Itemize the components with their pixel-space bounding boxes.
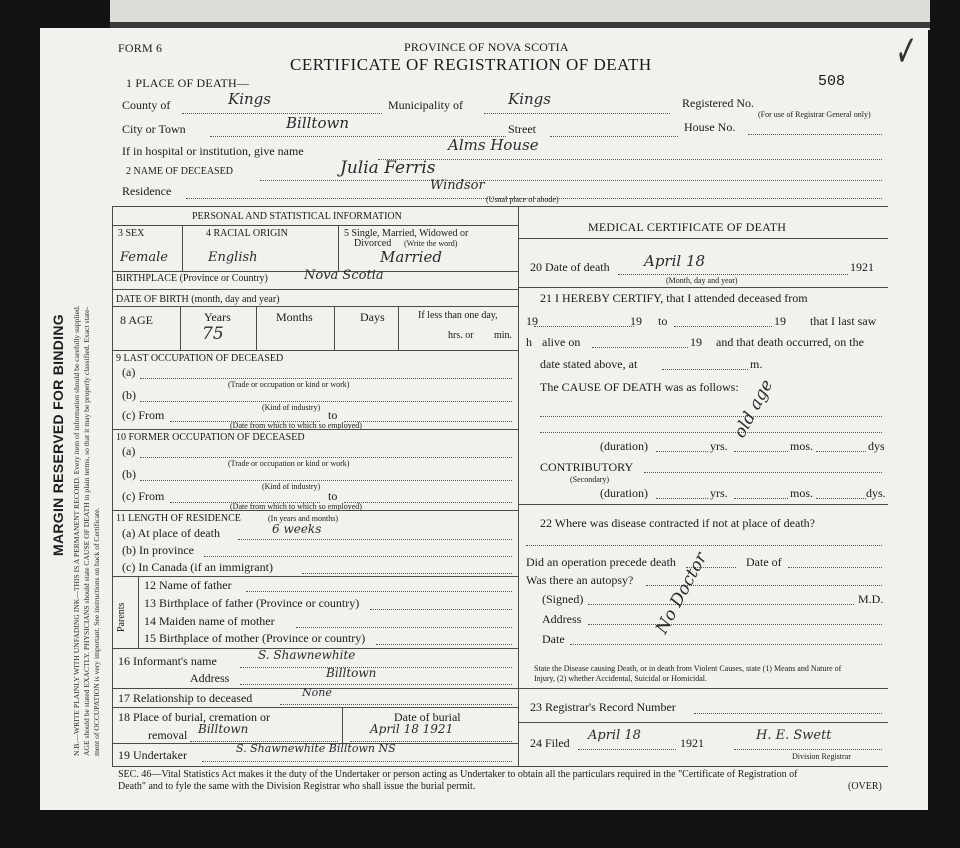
former-occ-from: (c) From (122, 489, 165, 503)
grid-line (112, 510, 518, 511)
house-line (748, 134, 882, 135)
former-occ-a: (a) (122, 444, 136, 458)
certificate-paper (40, 28, 928, 810)
residence-length-heading: 11 LENGTH OF RESIDENCE (116, 513, 241, 524)
years-label: Years (204, 310, 231, 324)
dotted-line (734, 749, 882, 750)
grid-line (518, 504, 888, 505)
dotted-line (534, 326, 634, 327)
date-death-value: April 18 (644, 252, 706, 270)
hospital-line (378, 159, 882, 160)
residence-a-value: 6 weeks (272, 522, 322, 536)
last-occ-to: to (328, 408, 338, 422)
dotted-line (592, 347, 688, 348)
grid-line (518, 722, 888, 723)
footer-over: (OVER) (848, 781, 882, 792)
dotted-line (588, 604, 854, 605)
last-occ-trade-note: (Trade or occupation or kind or work) (228, 380, 350, 389)
sex-value: Female (120, 250, 168, 265)
margin-binding-label: MARGIN RESERVED FOR BINDING (50, 314, 66, 556)
province-title: PROVINCE OF NOVA SCOTIA (404, 40, 569, 54)
days-label: Days (360, 310, 385, 324)
registrar-note: (For use of Registrar General only) (758, 110, 871, 119)
doctor-overwrite: No Doctor (652, 549, 712, 638)
medical-heading: MEDICAL CERTIFICATE OF DEATH (588, 220, 787, 234)
autopsy-label: Was there an autopsy? (526, 573, 634, 587)
filed-value: April 18 (588, 728, 641, 743)
contrib-dys: dys. (866, 486, 886, 500)
cert-to: to (658, 314, 668, 328)
residence-b-label: (b) In province (122, 543, 194, 557)
registered-label: Registered No. (682, 96, 754, 110)
parents-label: Parents (116, 602, 127, 632)
grid-top-line (112, 206, 888, 207)
father-name-label: 12 Name of father (144, 578, 232, 592)
deceased-name: Julia Ferris (340, 158, 436, 178)
dotted-line (656, 451, 708, 452)
hospital-label: If in hospital or institution, give name (122, 144, 304, 158)
racial-label: 4 RACIAL ORIGIN (206, 228, 288, 239)
dotted-line (656, 498, 708, 499)
dotted-line (526, 545, 882, 546)
dob-label: DATE OF BIRTH (month, day and year) (116, 294, 280, 305)
grid-line (338, 225, 339, 271)
grid-line (138, 576, 139, 648)
dotted-line (578, 749, 676, 750)
dotted-line (238, 539, 512, 540)
dotted-line (202, 761, 512, 762)
dotted-line (644, 472, 882, 473)
grid-line (342, 707, 343, 743)
dotted-line (204, 556, 512, 557)
dotted-line (540, 416, 882, 417)
city-label: City or Town (122, 122, 186, 136)
cert-19a: 19 (526, 314, 538, 328)
dotted-line (618, 274, 848, 275)
dotted-line (140, 378, 512, 379)
grid-line (112, 289, 518, 290)
marital-label: 5 Single, Married, Widowed or (344, 228, 469, 239)
last-occ-date-note: (Date from which to which so employed) (230, 421, 362, 430)
grid-line (256, 306, 257, 350)
cert-h: h (526, 335, 532, 349)
dotted-line (344, 502, 512, 503)
signed-label: (Signed) (542, 592, 584, 606)
margin-note-3: ment of OCCUPATION is very important. See instructions on back of Certificate. (92, 507, 101, 756)
place-heading: 1 PLACE OF DEATH— (126, 76, 250, 90)
margin-note-1: N.B.—WRITE PLAINLY WITH UNFADING INK—THIS IS A PERMANENT RECORD. Every item of information should be carefully supplied. (72, 305, 81, 756)
county-value: Kings (228, 90, 271, 108)
house-label: House No. (684, 120, 736, 134)
cause-mos: mos. (790, 439, 814, 453)
municipality-line (484, 113, 670, 114)
lessday-label: If less than one day, (418, 310, 498, 321)
md-label: M.D. (858, 592, 884, 606)
former-occ-trade-note: (Trade or occupation or kind or work) (228, 459, 350, 468)
filed-year: 1921 (680, 736, 704, 750)
street-label: Street (508, 122, 536, 136)
dotted-line (662, 369, 748, 370)
certificate-number: 508 (818, 73, 846, 90)
former-occ-b: (b) (122, 467, 136, 481)
dotted-line (734, 498, 788, 499)
date-death-label: 20 Date of death (530, 260, 610, 274)
residence-label: Residence (122, 184, 172, 198)
dotted-line (344, 421, 512, 422)
former-occ-to: to (328, 489, 338, 503)
former-occ-industry-note: (Kind of industry) (262, 482, 321, 491)
removal-label: removal (148, 728, 188, 742)
father-birthplace-label: 13 Birthplace of father (Province or country) (144, 596, 360, 610)
dotted-line (370, 609, 512, 610)
last-occupation-heading: 9 LAST OCCUPATION OF DECEASED (116, 353, 284, 364)
dotted-line (694, 713, 882, 714)
residence-a-label: (a) At place of death (122, 526, 220, 540)
undertaker-label: 19 Undertaker (118, 748, 187, 762)
contrib-yrs: yrs. (710, 486, 728, 500)
mother-birthplace-label: 15 Birthplace of mother (Province or country) (144, 631, 366, 645)
q22-label: 22 Where was disease contracted if not at place of death? (540, 516, 815, 530)
undertaker-value: S. Shawnewhite Billtown NS (236, 742, 396, 755)
footer-line-2: Death" and to fyle the same with the Division Registrar who shall issue the burial permit. (118, 781, 476, 792)
dotted-line (246, 591, 512, 592)
hrs-label: hrs. or (448, 330, 474, 341)
racial-value: English (208, 250, 258, 265)
registrar-signature: H. E. Swett (756, 728, 832, 743)
personal-heading: PERSONAL AND STATISTICAL INFORMATION (192, 211, 402, 222)
footer-line-1: SEC. 46—Vital Statistics Act makes it the duty of the Undertaker or person acting as Undertaker to obtain all the particulars required in the "Certificate of Registration of (118, 769, 798, 780)
residence-note: (Usual place of abode) (486, 195, 559, 204)
grid-line (112, 350, 518, 351)
form-number: FORM 6 (118, 41, 163, 55)
grid-line (112, 306, 518, 307)
informant-address-value: Billtown (326, 666, 377, 680)
city-value: Billtown (286, 114, 349, 132)
dotted-line (296, 627, 512, 628)
filed-label: 24 Filed (530, 736, 570, 750)
months-label: Months (276, 310, 313, 324)
statement-1: State the Disease causing Death, or in death from Violent Causes, state (1) Means and Nature of (534, 664, 842, 673)
street-line (550, 136, 678, 137)
cause-duration: (duration) (600, 439, 648, 453)
cause-label: The CAUSE OF DEATH was as follows: (540, 380, 739, 394)
dotted-line (540, 432, 882, 433)
dateof-label: Date of (746, 555, 782, 569)
county-line (182, 113, 382, 114)
grid-line (398, 306, 399, 350)
birthplace-value: Nova Scotia (304, 268, 384, 283)
last-occ-industry-note: (Kind of industry) (262, 403, 321, 412)
birthplace-label: BIRTHPLACE (Province or Country) (116, 273, 268, 284)
division-registrar-label: Division Registrar (792, 752, 851, 761)
grid-line (518, 688, 888, 689)
sex-label: 3 SEX (118, 228, 145, 239)
relationship-value: None (302, 686, 332, 699)
cause-yrs: yrs. (710, 439, 728, 453)
contributory-note: (Secondary) (570, 475, 610, 484)
grid-line (518, 287, 888, 288)
dotted-line (140, 480, 512, 481)
last-occ-b: (b) (122, 388, 136, 402)
dotted-line (674, 326, 772, 327)
dotted-line (734, 451, 788, 452)
marital-label-2: Divorced (354, 238, 392, 249)
contributory-label: CONTRIBUTORY (540, 460, 634, 474)
last-occ-from: (c) From (122, 408, 165, 422)
residence-c-label: (c) In Canada (if an immigrant) (122, 560, 273, 574)
cause-dys: dys (868, 439, 885, 453)
marital-note: (Write the word) (404, 239, 458, 248)
dotted-line (376, 644, 512, 645)
cert-19c: 19 (690, 335, 702, 349)
record-number-label: 23 Registrar's Record Number (530, 700, 676, 714)
dotted-line (302, 573, 512, 574)
municipality-value: Kings (508, 90, 551, 108)
former-occ-date-note: (Date from which to which so employed) (230, 502, 362, 511)
grid-line (112, 429, 518, 430)
cert-datestated: date stated above, at (540, 357, 638, 371)
name-label: 2 NAME OF DECEASED (126, 166, 233, 177)
cert-alive: alive on (542, 335, 581, 349)
dotted-line (816, 498, 866, 499)
grid-line (112, 707, 518, 708)
grid-line (180, 306, 181, 350)
grid-center-line (518, 206, 519, 766)
cert-lastsaw: that I last saw (810, 314, 877, 328)
residence-length-note: (In years and months) (268, 514, 338, 523)
min-label: min. (494, 330, 513, 341)
page-title: CERTIFICATE OF REGISTRATION OF DEATH (290, 55, 652, 74)
statement-2: Injury, (2) whether Accidental, Suicidal or Homicidal. (534, 674, 707, 683)
md-address-label: Address (542, 612, 582, 626)
marital-value: Married (380, 248, 442, 266)
dotted-line (588, 624, 882, 625)
operation-label: Did an operation precede death (526, 555, 676, 569)
md-date-label: Date (542, 632, 565, 646)
dotted-line (280, 704, 512, 705)
cert-m: m. (750, 357, 763, 371)
mother-name-label: 14 Maiden name of mother (144, 614, 275, 628)
grid-left-line (112, 206, 113, 766)
date-death-year: 1921 (850, 260, 874, 274)
relationship-label: 17 Relationship to deceased (118, 691, 253, 705)
former-occupation-heading: 10 FORMER OCCUPATION OF DECEASED (116, 432, 305, 443)
municipality-label: Municipality of (388, 98, 463, 112)
date-burial-value: April 18 1921 (370, 722, 454, 736)
burial-label: 18 Place of burial, cremation or (118, 710, 270, 724)
dotted-line (140, 457, 512, 458)
cert-andthat: and that death occurred, on the (716, 335, 864, 349)
name-line (260, 180, 882, 181)
cert-19a-label: 19 (630, 314, 642, 328)
county-label: County of (122, 98, 171, 112)
grid-line (518, 238, 888, 239)
dotted-line (140, 401, 512, 402)
contrib-mos: mos. (790, 486, 814, 500)
hospital-value: Alms House (448, 136, 539, 154)
years-value: 75 (202, 324, 224, 344)
date-death-note: (Month, day and year) (666, 276, 738, 285)
grid-line (112, 225, 518, 226)
dotted-line (788, 567, 882, 568)
cause-overwrite: old age (730, 376, 778, 442)
contrib-duration: (duration) (600, 486, 648, 500)
certify-text: 21 I HEREBY CERTIFY, that I attended deceased from (540, 291, 808, 305)
burial-place-value: Billtown (198, 722, 249, 736)
check-mark: ✓ (895, 26, 918, 77)
grid-bottom-line (112, 766, 888, 767)
grid-line (182, 225, 183, 271)
age-label: 8 AGE (120, 313, 153, 327)
informant-value: S. Shawnewhite (258, 648, 356, 662)
dotted-line (816, 451, 866, 452)
cert-19b: 19 (774, 314, 786, 328)
informant-label: 16 Informant's name (118, 654, 217, 668)
grid-line (112, 576, 518, 577)
margin-note-2: AGE should be stated EXACTLY. PHYSICIANS should state CAUSE OF DEATH in plain terms, so that it may be properly classified. Exact state- (82, 307, 91, 756)
grid-line (334, 306, 335, 350)
dotted-line (240, 684, 512, 685)
date-burial-label: Date of burial (394, 710, 461, 724)
last-occ-a: (a) (122, 365, 136, 379)
dotted-line (570, 644, 882, 645)
residence-value: Windsor (430, 178, 485, 193)
informant-address-label: Address (190, 671, 230, 685)
